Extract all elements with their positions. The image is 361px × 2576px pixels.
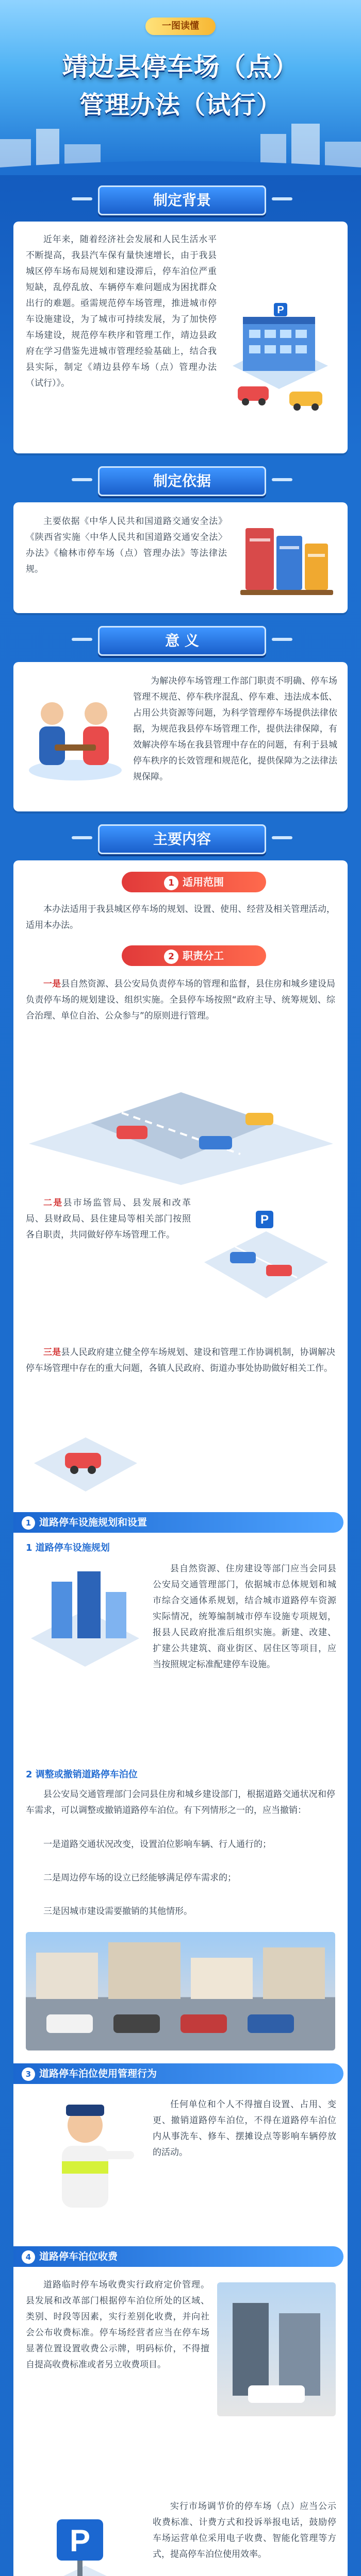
tag-badge: 一图读懂 xyxy=(145,18,216,35)
fees-text: 道路临时停车场收费实行政府定价管理。县发展和改革部门根据停车泊位所处的区域、类别、时段等因素，实行差别化收费，并向社会公布收费标准。停车场经营者应当在停车场显著位置设置收费公示牌，明码标价，不得擅自提高收费标准或者另立收费项目。 xyxy=(26,2280,209,2370)
section-title-basis: 制定依据 xyxy=(98,466,266,496)
planning-bar xyxy=(13,1512,343,1533)
section-title-content: 主要内容 xyxy=(98,824,266,854)
planning-text1: 县自然资源、住房建设等部门应当会同县公安局交通管理部门，依据城市总体规划和城市综合交通体系规划，结合城市道路停车资源实际情况，统筹编制城市停车设施专项规划，报县人民政府批准后组织实施。新建、改建、扩建公共建筑、商业街区、居住区等项目，应当按照规定标准配建停车设施。 xyxy=(153,1564,336,1670)
duties-p2-lead: 二是 xyxy=(43,1198,63,1208)
duties-p2 xyxy=(26,1195,191,1243)
parking-meter-photo xyxy=(217,2282,336,2416)
law-books-illustration xyxy=(235,518,338,600)
scope-number: 1 xyxy=(164,876,178,890)
p-sign-illustration xyxy=(26,2509,144,2576)
city-buildings-illustration xyxy=(26,1561,144,1669)
duties-p3-lead: 三是 xyxy=(43,1347,61,1358)
duties-p3-text: 县人民政府建立健全停车场规划、建设和管理工作协调机制，协调解决停车场管理中存在的重大问题，各镇人民政府、街道办事处协助做好相关工作。 xyxy=(26,1347,335,1374)
duties-p3 xyxy=(26,1345,335,1377)
basis-card xyxy=(13,502,348,613)
meaning-card xyxy=(13,662,348,811)
parking-lot-illustration xyxy=(199,1200,333,1319)
street-parking-photo xyxy=(26,1932,335,2050)
planning-text2: 县公安局交通管理部门会同县住房和城乡建设部门，根据道路交通状况和停车需求，可以调整或撤销道路停车泊位。有下列情形之一的，应当撤销： xyxy=(26,1789,335,1816)
basis-text: 主要依据《中华人民共和国道路交通安全法》《陕西省实施〈中华人民共和国道路交通安全法〉办法》《榆林市停车场（点）管理办法》等法律法规。 xyxy=(26,516,227,574)
traffic-intersection-illustration xyxy=(29,1082,333,1185)
planning-item-2: 二是周边停车场的设立已经能够满足停车需求的； xyxy=(43,1873,236,1883)
background-text: 近年来，随着经济社会发展和人民生活水平不断提高，我县汽车保有量快速增长，由于我县城区停车场布局规划和建设滞后，停车泊位严重短缺，乱停乱放、车辆停车难问题成为困扰群众出行的难题。亟需规范停车场管理，推进城市停车设施建设，为了城市可持续发展，为了加快停车场建设，规范停车秩序和管理工作，靖边县政府在学习借鉴先进城市管理经验基础上，结合我县实际，制定《靖边县停车场（点）管理办法（试行）》。 xyxy=(26,234,217,388)
traffic-police-illustration xyxy=(26,2094,144,2228)
duties-p1-lead: 一是 xyxy=(43,979,61,989)
parking-use-bar-label: 道路停车泊位使用管理行为 xyxy=(39,2068,157,2079)
scope-text: 本办法适用于我县城区停车场的规划、设置、使用、经营及相关管理活动，适用本办法。 xyxy=(26,904,335,930)
parking-garage-illustration xyxy=(222,294,338,422)
content-card xyxy=(13,860,348,2576)
page-title-line2: 管理办法（试行） xyxy=(79,91,282,120)
background-card xyxy=(13,222,348,453)
svg-text:P: P xyxy=(69,2523,91,2558)
duties-p2-text: 县市场监管局、县发展和改革局、县财政局、县住建局等相关部门按照各自职责，共同做好停车场管理工作。 xyxy=(26,1198,191,1240)
duties-p1-text: 县自然资源、县公安局负责停车场的管理和监督，县住房和城乡建设局负责停车场的规划建设、组织实施。全县停车场按照“政府主导、统筹规划、综合治理、单位自治、公众参与”的原则进行管理。 xyxy=(26,979,335,1021)
page-title-line1: 靖边县停车场（点） xyxy=(62,52,299,82)
duties-label: 职责分工 xyxy=(183,950,224,962)
duties-p1 xyxy=(26,976,335,1024)
meeting-people-illustration xyxy=(24,677,127,791)
planning-sub2: 2 调整或撤销道路停车泊位 xyxy=(26,1769,138,1780)
hero-banner xyxy=(0,0,361,175)
fees-bar-label: 道路停车泊位收费 xyxy=(39,2251,118,2262)
planning-bar-label: 道路停车设施规划和设置 xyxy=(39,1517,147,1528)
fees-number: 4 xyxy=(22,2250,35,2264)
planning-item-1: 一是道路交通状况改变，设置泊位影响车辆、行人通行的； xyxy=(43,1839,271,1850)
scope-pill xyxy=(122,872,266,892)
svg-text:P: P xyxy=(260,1213,269,1227)
duties-pill xyxy=(122,945,266,966)
planning-sub1: 1 道路停车设施规划 xyxy=(26,1543,110,1553)
planning-item-3: 三是因城市建设需要撤销的其他情形。 xyxy=(43,1906,192,1917)
duties-number: 2 xyxy=(164,950,178,964)
section-title-background: 制定背景 xyxy=(98,185,266,215)
parking-use-number: 3 xyxy=(22,2067,35,2081)
fees-text2: 实行市场调节价的停车场（点）应当公示收费标准、计费方式和投诉举报电话，鼓励停车场运营单位采用电子收费、智能化管理等方式，提高停车泊位使用效率。 xyxy=(153,2501,336,2560)
car-parking-sign-illustration xyxy=(29,1401,142,1499)
svg-text:P: P xyxy=(277,304,284,316)
meaning-text: 为解决停车场管理工作部门职责不明确、停车场管理不规范、停车秩序混乱、停车难、违法成本低、占用公共资源等问题，为科学管理停车场提供法律依据，为规范我县停车场管理工作，提供法律保障，有效解决停车场在我县管理中存在的问题，有利于县城停车秩序的长效管理和规范化，提供保障为之法律法规保障。 xyxy=(133,676,337,782)
planning-number: 1 xyxy=(22,1516,35,1530)
scope-label: 适用范围 xyxy=(183,876,224,888)
parking-use-text: 任何单位和个人不得擅自设置、占用、变更、撤销道路停车泊位，不得在道路停车泊位内从事洗车、修车、摆摊设点等影响车辆停放的活动。 xyxy=(153,2099,336,2158)
parking-use-bar xyxy=(13,2063,343,2084)
section-title-meaning: 意 义 xyxy=(98,626,266,656)
fees-bar xyxy=(13,2246,343,2267)
city-skyline-illustration xyxy=(0,118,361,175)
